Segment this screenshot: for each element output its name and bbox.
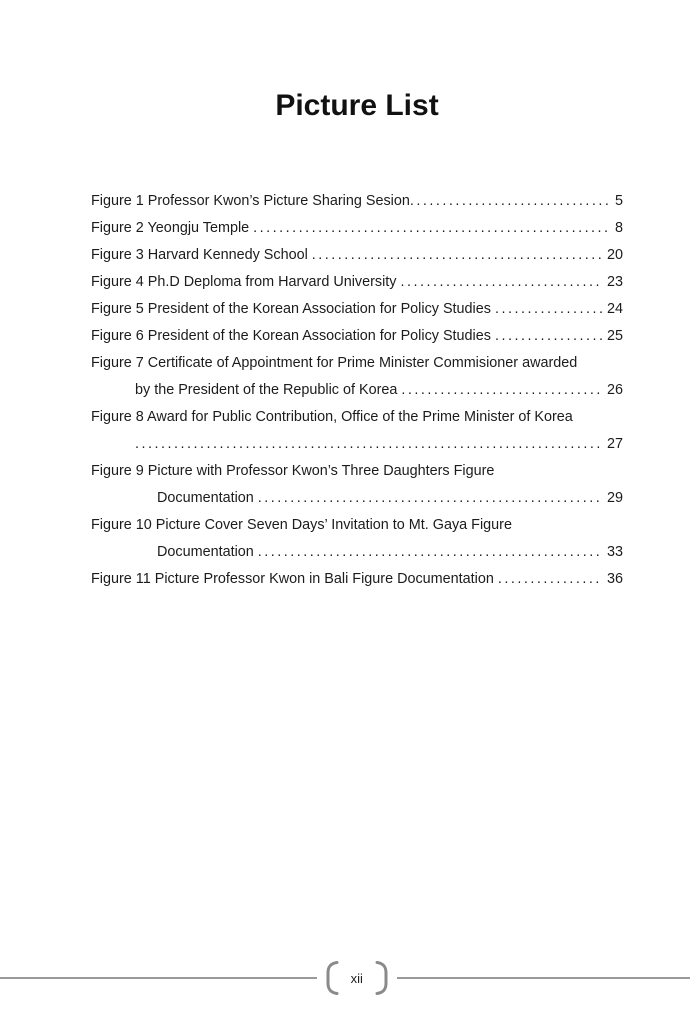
page-number: 23 (606, 274, 623, 290)
page-number: 25 (606, 328, 623, 344)
dot-leader (401, 269, 603, 296)
page-number: 26 (606, 382, 623, 398)
figure-list (91, 188, 623, 593)
dot-leader (253, 215, 611, 242)
list-item-text: Figure 4 Ph.D Deploma from Harvard University (91, 274, 401, 290)
dot-leader (135, 431, 603, 458)
list-item-text: Figure 7 Certificate of Appointment for Prime Minister Commisioner awarded (91, 355, 578, 371)
list-item-text: Figure 9 Picture with Professor Kwon’s Three Daughters Figure (91, 463, 495, 479)
list-item-text: Figure 3 Harvard Kennedy School (91, 247, 312, 263)
list-item (91, 242, 623, 269)
list-item (91, 215, 623, 242)
dot-leader (495, 296, 603, 323)
dot-leader (258, 539, 603, 566)
list-item (91, 566, 623, 593)
page-number: 20 (606, 247, 623, 263)
list-item-text: Documentation (157, 544, 258, 560)
page-number: 33 (606, 544, 623, 560)
list-item-text: Figure 1 Professor Kwon’s Picture Sharing Sesion (91, 193, 410, 209)
dot-leader (495, 323, 603, 350)
dot-leader (498, 566, 603, 593)
footer-rule-right (397, 977, 690, 979)
list-item (91, 296, 623, 323)
list-item (91, 404, 623, 431)
dot-leader (410, 188, 611, 215)
dot-leader (312, 242, 603, 269)
list-item (91, 188, 623, 215)
footer-rule-left (0, 977, 317, 979)
list-item (91, 485, 623, 512)
list-item-text: Figure 10 Picture Cover Seven Days’ Invitation to Mt. Gaya Figure (91, 517, 512, 533)
list-item-text: Figure 11 Picture Professor Kwon in Bali Figure Documentation (91, 571, 498, 587)
dot-leader (258, 485, 603, 512)
list-item-text: Figure 6 President of the Korean Association for Policy Studies (91, 328, 495, 344)
list-item-text: Figure 8 Award for Public Contribution, Office of the Prime Minister of Korea (91, 409, 573, 425)
right-bracket-icon (374, 960, 390, 996)
list-item (91, 323, 623, 350)
list-item-text: by the President of the Republic of Korea (135, 382, 402, 398)
page-number: 29 (606, 490, 623, 506)
list-item (91, 377, 623, 404)
page-title: Picture List (275, 89, 439, 122)
list-item (91, 269, 623, 296)
page-number: 5 (614, 193, 623, 209)
list-item-text: Figure 5 President of the Korean Association for Policy Studies (91, 301, 495, 317)
dot-leader (401, 377, 603, 404)
list-item-text: Documentation (157, 490, 258, 506)
left-bracket-icon (324, 960, 340, 996)
list-item (91, 458, 623, 485)
list-item (91, 431, 623, 458)
list-item-text: Figure 2 Yeongju Temple (91, 220, 254, 236)
list-item (91, 539, 623, 566)
footer-page-number: xii (350, 970, 363, 986)
page-number: 36 (606, 571, 623, 587)
list-item (91, 512, 623, 539)
page-number: 8 (614, 220, 623, 236)
list-item (91, 350, 623, 377)
page-footer (0, 958, 690, 998)
page-number: 24 (606, 301, 623, 317)
page-number: 27 (606, 436, 623, 452)
